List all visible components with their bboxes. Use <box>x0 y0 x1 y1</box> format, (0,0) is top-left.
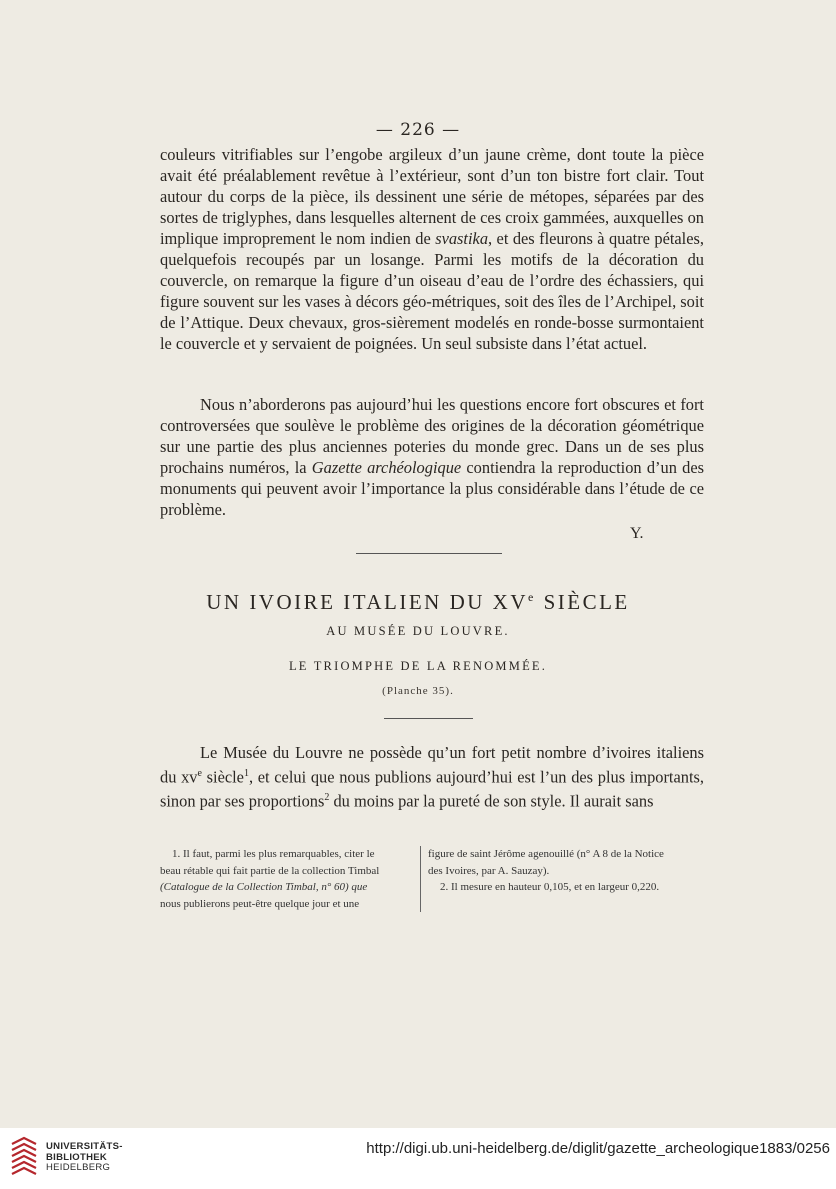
footnote-line: 1. Il faut, parmi les plus remarquables, citer le <box>172 848 375 860</box>
paragraph-2 <box>160 394 704 520</box>
page-number: — 226 — <box>375 120 461 140</box>
footnote-ref-1: 1 <box>243 768 249 779</box>
library-name-line3: HEIDELBERG <box>46 1162 111 1173</box>
paragraph-3-mid2: , et celui que nous publions aujourd’hui est l’un des plus importants, sinon par ses proportions <box>160 767 704 811</box>
title-divider <box>384 718 473 719</box>
title-end: SIÈCLE <box>535 590 630 614</box>
footnote-ref-2: 2 <box>324 792 330 804</box>
library-name-line1: UNIVERSITÄTS- <box>46 1141 123 1152</box>
library-footer <box>0 1128 836 1189</box>
footnote-column-divider <box>420 846 421 912</box>
footnotes-right <box>428 846 704 896</box>
footnote-line: (Catalogue de la Collection Timbal, n° 60) que <box>160 881 368 894</box>
title-sup: e <box>528 590 536 604</box>
gazette-title: Gazette archéologique <box>311 458 462 477</box>
footnote-line: 2. Il mesure en hauteur 0,105, et en largeur 0,220. <box>440 881 660 894</box>
footnotes-left <box>160 846 415 912</box>
paragraph-3 <box>160 742 704 812</box>
paragraph-3-end: du moins par la pureté de son style. Il aurait sans <box>329 791 654 811</box>
library-logo-icon <box>8 1136 40 1180</box>
paragraph-2-text: Nous n’aborderons pas aujourd’hui les questions encore fort obscures et fort controversées que soulève le problème des origines de la décoration géométrique sur une partie des plus anciennes poteries du monde grec. Dans un de ses plus prochains numéros, la <box>160 395 704 477</box>
svastika-term: svastika <box>435 229 489 248</box>
library-name-line2: BIBLIOTHEK <box>46 1151 108 1163</box>
section-divider <box>356 553 502 554</box>
paragraph-2-end: contiendra la reproduction d’un des monuments qui peuvent avoir l’importance la plus considérable dans l’étude de ce problème. <box>160 458 704 519</box>
author-signature: Y. <box>630 525 644 542</box>
paragraph-1-end: , et des fleurons à quatre pétales, quelquefois recoupés par un losange. Parmi les motifs de la décoration du couvercle, on remarque la figure d’un oiseau d’eau de l’ordre des échassiers, qui figure souvent sur les vases à décors géo-métriques, soit des îles de l’Archipel, soit de l’Attique. Deux chevaux, gros-sièrement modelés en ronde-bosse surmontaient le couvercle et y servaient de poignées. Un seul subsiste dans l’état actuel. <box>160 229 704 353</box>
paragraph-1 <box>160 144 704 354</box>
title-main: UN IVOIRE ITALIEN DU XV <box>206 590 528 614</box>
footnote-line: figure de saint Jérôme agenouillé (n° A 8 de la Notice <box>428 848 664 860</box>
plate-reference: (Planche 35). <box>382 685 454 697</box>
article-title <box>0 590 836 615</box>
footnote-line: nous publierons peut-être quelque jour et une <box>160 897 360 910</box>
article-subtitle-2: LE TRIOMPHE DE LA RENOMMÉE. <box>288 659 548 673</box>
footnote-line: des Ivoires, par A. Sauzay). <box>428 864 550 877</box>
article-subtitle: AU MUSÉE DU LOUVRE. <box>326 624 510 638</box>
source-url-link[interactable]: http://digi.ub.uni-heidelberg.de/diglit/gazette_archeologique1883/0256 <box>366 1140 830 1157</box>
century-sup: e <box>197 768 202 779</box>
paragraph-1-text: couleurs vitrifiables sur l’engobe argileux d’un jaune crème, dont toute la pièce avait été préalablement revêtue à l’extérieur, sont d’un ton bistre fort clair. Tout autour du corps de la pièce, ils dessinent une série de métopes, séparées par des sortes de triglyphes, dans lesquelles alternent de ces croix gammées, auxquelles on implique improprement le nom indien de <box>160 145 704 248</box>
paragraph-3-mid1: siècle <box>201 767 244 787</box>
paragraph-3-start: Le Musée du Louvre ne possède qu’un fort petit nombre d’ivoires italiens du xv <box>160 743 704 787</box>
footnote-line: beau rétable qui fait partie de la collection Timbal <box>160 864 380 877</box>
library-name <box>46 1142 123 1174</box>
